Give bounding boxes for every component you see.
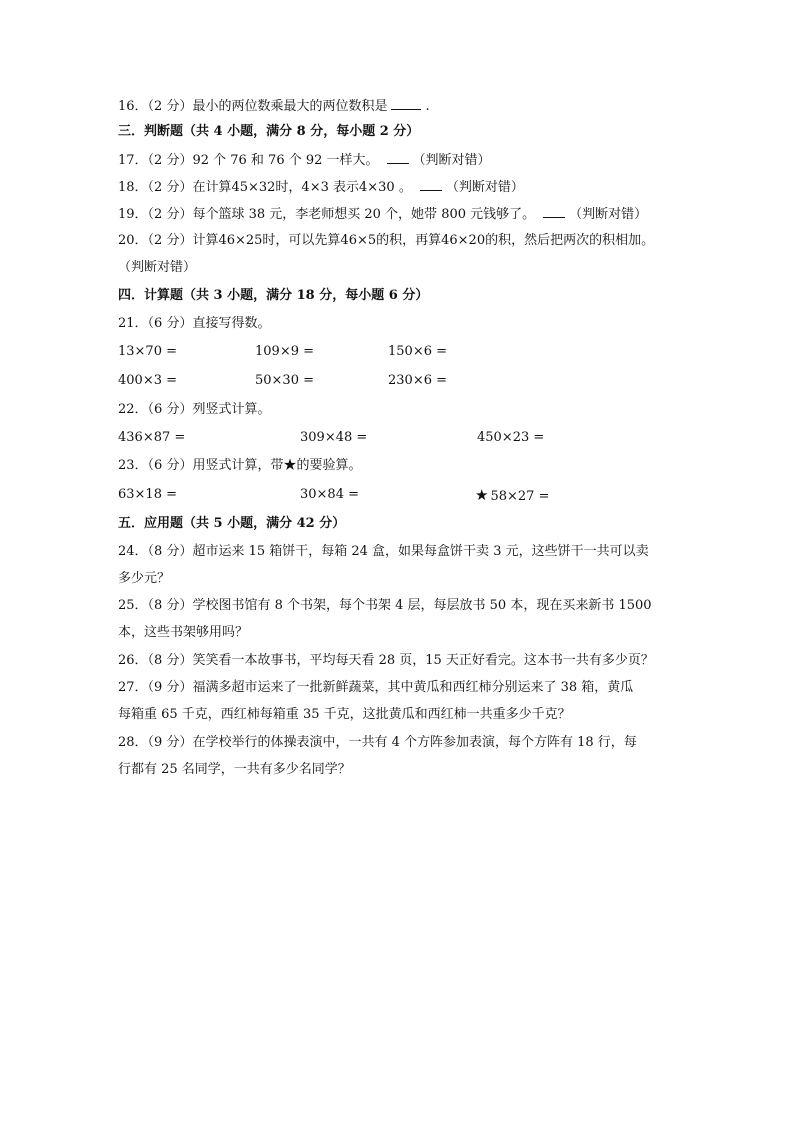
calc-item: 400×3 = bbox=[118, 373, 178, 388]
question-21: 21．（6 分）直接写得数。 bbox=[118, 316, 271, 331]
section-3-title: 三．判断题（共 4 小题，满分 8 分，每小题 2 分） bbox=[118, 124, 420, 139]
question-24-line-1: 24．（8 分）超市运来 15 箱饼干，每箱 24 盒，如果每盒饼干卖 3 元，这些饼干一共可以卖 bbox=[118, 544, 649, 559]
question-28-line-1: 28．（9 分）在学校举行的体操表演中，一共有 4 个方阵参加表演，每个方阵有 18 行，每 bbox=[118, 735, 637, 750]
question-22: 22．（6 分）列竖式计算。 bbox=[118, 402, 271, 417]
calc-item: 309×48 = bbox=[300, 430, 368, 445]
calc-item: 150×6 = bbox=[388, 344, 448, 359]
calc-item-starred: ★ 58×27 = bbox=[475, 486, 550, 504]
question-27-line-2: 每箱重 65 千克，西红柿每箱重 35 千克，这批黄瓜和西红柿一共重多少千克？ bbox=[118, 707, 571, 722]
question-16: 16．（2 分）最小的两位数乘最大的两位数积是 . bbox=[118, 95, 430, 115]
question-26: 26．（8 分）笑笑看一本故事书，平均每天看 28 页，15 天正好看完。这本书一共有多少页？ bbox=[118, 653, 654, 668]
calc-item: 30×84 = bbox=[300, 487, 360, 502]
answer-blank[interactable] bbox=[420, 176, 442, 191]
section-4-title: 四．计算题（共 3 小题，满分 18 分，每小题 6 分） bbox=[118, 288, 429, 303]
question-28-line-2: 行都有 25 名同学，一共有多少名同学？ bbox=[118, 762, 351, 777]
calc-item: 13×70 = bbox=[118, 344, 178, 359]
calc-item: 450×23 = bbox=[477, 430, 545, 445]
calc-item: 109×9 = bbox=[255, 344, 315, 359]
calc-item: 436×87 = bbox=[118, 430, 186, 445]
question-24-line-2: 多少元？ bbox=[118, 571, 171, 586]
question-18: 18．（2 分）在计算45×32时，4×3 表示4×30 。 （判断对错） bbox=[118, 176, 524, 196]
calc-item: 63×18 = bbox=[118, 487, 178, 502]
calc-item: 50×30 = bbox=[255, 373, 315, 388]
question-25-line-2: 本，这些书架够用吗？ bbox=[118, 625, 249, 640]
question-25-line-1: 25．（8 分）学校图书馆有 8 个书架，每个书架 4 层，每层放书 50 本，现在买来新书 1500 bbox=[118, 598, 652, 613]
question-19: 19．（2 分）每个篮球 38 元，李老师想买 20 个，她带 800 元钱够了。 （判断对错） bbox=[118, 203, 647, 223]
answer-blank[interactable] bbox=[391, 95, 421, 110]
question-20-line-2: （判断对错） bbox=[118, 260, 197, 275]
answer-blank[interactable] bbox=[387, 149, 409, 164]
question-text: 16．（2 分）最小的两位数乘最大的两位数积是 bbox=[118, 99, 388, 114]
answer-blank[interactable] bbox=[543, 203, 565, 218]
question-17: 17．（2 分）92 个 76 和 76 个 92 一样大。 （判断对错） bbox=[118, 149, 491, 169]
question-23: 23．（6 分）用竖式计算，带★的要验算。 bbox=[118, 458, 362, 473]
section-5-title: 五．应用题（共 5 小题，满分 42 分） bbox=[118, 516, 346, 531]
question-27-line-1: 27．（9 分）福满多超市运来了一批新鲜蔬菜，其中黄瓜和西红柿分别运来了 38 箱，黄瓜 bbox=[118, 680, 634, 695]
star-icon: ★ bbox=[475, 486, 489, 504]
question-20-line-1: 20．（2 分）计算46×25时，可以先算46×5的积，再算46×20的积，然后把两次的积相加。 bbox=[118, 233, 655, 248]
calc-item: 230×6 = bbox=[388, 373, 448, 388]
